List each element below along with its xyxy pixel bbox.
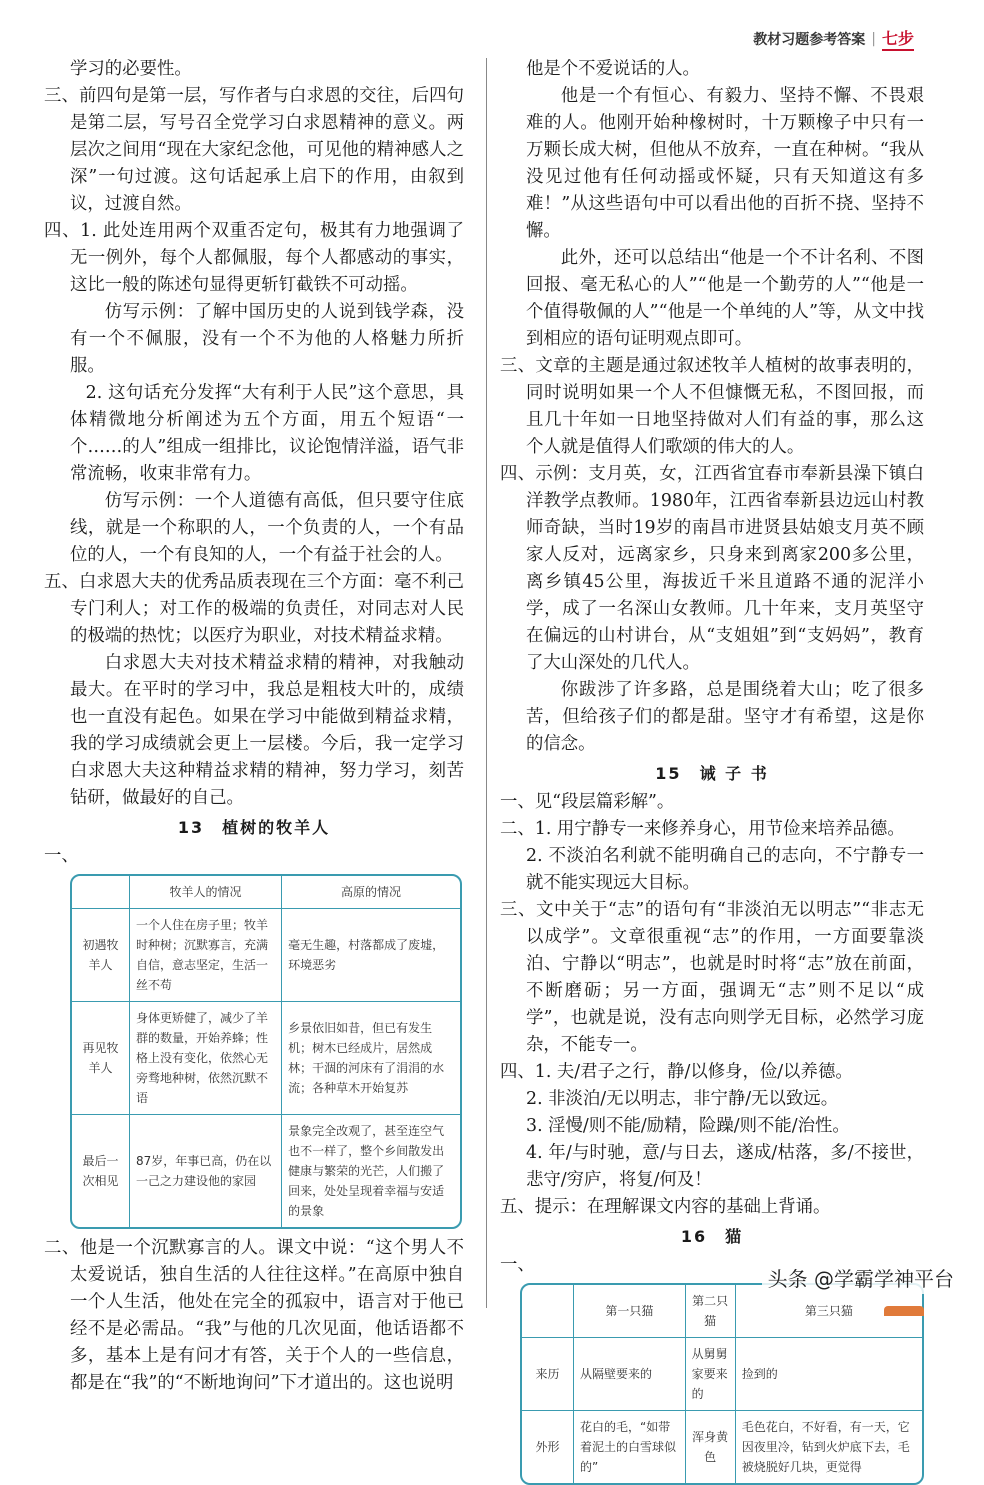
table-row: [72, 1115, 460, 1227]
table-cell: 景象完全改观了，甚至连空气也不一样了，整个乡间散发出健康与繁荣的光芒，人们搬了回来，处处呈现着幸福与安适的景象: [288, 1124, 445, 1218]
table-header-cell: 牧羊人的情况: [130, 876, 282, 909]
section-title: 16 猫: [680, 1227, 744, 1246]
watermark: 头条 @学霸学神平台: [762, 1261, 960, 1294]
header-title: 教材习题参考答案: [753, 31, 866, 48]
column-divider: [486, 58, 487, 1308]
table-header-row: [72, 876, 460, 909]
table-row: [72, 909, 460, 1002]
row-label: 再见牧羊人: [72, 1002, 130, 1115]
row-label: 来历: [522, 1338, 574, 1411]
paragraph: 2. 不淡泊名利就不能明确自己的志向，不宁静专一就不能实现远大目标。: [526, 846, 924, 893]
paragraph: 你跋涉了许多路，总是围绕着大山；吃了很多苦，但给孩子们的都是甜。坚守才有希望，这是你的信念。: [526, 680, 924, 754]
paragraph: 2. 这句话充分发挥“大有利于人民”这个意思，具体精微地分析阐述为五个方面，用五个短语“一个……的人”组成一组排比，议论饱情洋溢，语气非常流畅，收束非常有力。: [70, 383, 464, 484]
paragraph: 五、提示：在理解课文内容的基础上背诵。: [500, 1197, 831, 1217]
section-title: 13 植树的牧羊人: [177, 818, 331, 837]
paragraph: 三、文中关于“志”的语句有“非淡泊无以明志”“非志无以成学”。文章很重视“志”的作用，一方面要靠淡泊、宁静以“明志”，也就是时时将“志”放在前面，不断磨砺；另一方面，强调无“志”则不足以“成学”，也就是说，没有志向则学无目标，必然学习庞杂，不能专一。: [500, 900, 924, 1055]
paragraph: 四、示例：支月英，女，江西省宜春市奉新县澡下镇白洋教学点教师。1980年，江西省奉新县边远山村教师奇缺，当时19岁的南昌市进贤县姑娘支月英不顾家人反对，远离家乡，只身来到离家200多公里，离乡镇45公里，海拔近千米且道路不通的泥洋小学，成了一名深山女教师。几十年来，支月英坚守在偏远的山村讲台，从“支姐姐”到“支妈妈”，教育了大山深处的几代人。: [500, 464, 924, 673]
table-cell: 毛色花白，不好看，有一天，它因夜里冷，钻到火炉底下去，毛被烧脱好几块，更觉得: [741, 1420, 910, 1474]
table-cell: 乡景依旧如昔，但已有发生机；树木已经成片，居然成林；干涸的河床有了涓涓的水流；各种草木开始复苏: [282, 1002, 460, 1115]
table-cell: 浑身黄色: [686, 1411, 736, 1483]
table-cell: 毫无生趣，村落都成了废墟，环境恶劣: [282, 909, 460, 1002]
brand-logo: 七步: [882, 26, 914, 51]
paragraph: 白求恩大夫对技术精益求精的精神，对我触动最大。在平时的学习中，我总是粗枝大叶的，成绩也一直没有起色。如果在学习中能做到精益求精，我的学习成绩就会更上一层楼。今后，我一定学习白求恩大夫这种精益求精的精神，努力学习，刻苦钻研，做最好的自己。: [70, 653, 464, 808]
answer-table: [520, 1283, 924, 1485]
paragraph: 学习的必要性。: [70, 59, 192, 79]
page-tab: [884, 1306, 924, 1316]
paragraph: 四、1. 夫/君子之行，静/以修身，俭/以养德。: [500, 1062, 853, 1082]
table-row: [72, 1002, 460, 1115]
header-separator: |: [871, 30, 876, 47]
row-label: 最后一次相见: [72, 1115, 130, 1227]
table-cell: 从舅舅家要来的: [686, 1338, 736, 1411]
paragraph: 一、见“段层篇彩解”。: [500, 792, 675, 812]
paragraph: 五、白求恩大夫的优秀品质表现在三个方面：毫不利己专门利人；对工作的极端的负责任，对同志对人民的极端的热忱；以医疗为职业，对技术精益求精。: [44, 572, 464, 646]
table-header-cell: [72, 876, 130, 909]
table-header-cell: 第三只猫: [736, 1285, 922, 1338]
table-cell: 花白的毛，“如带着泥土的白雪球似的”: [574, 1411, 686, 1483]
question-label: 一、: [44, 846, 79, 866]
row-label: 初遇牧羊人: [72, 909, 130, 1002]
paragraph: 4. 年/与时驰，意/与日去，遂成/枯落，多/不接世，悲守/穷庐，将复/何及！: [526, 1143, 924, 1190]
paragraph: 仿写示例：了解中国历史的人说到钱学森，没有一个不佩服，没有一个不为他的人格魅力所折服。: [70, 302, 464, 376]
paragraph: 仿写示例：一个人道德有高低，但只要守住底线，就是一个称职的人，一个负责的人，一个有品位的人，一个有良知的人，一个有益于社会的人。: [70, 491, 464, 565]
table-header-cell: 第二只猫: [686, 1285, 736, 1338]
table-header-cell: [522, 1285, 574, 1338]
paragraph: 二、他是一个沉默寡言的人。课文中说：“这个男人不太爱说话，独自生活的人往往这样。”在高原中独自一个人生活，他处在完全的孤寂中，语言对于他已经不是必需品。“我”与他的几次见面，他话语都不多，基本上是有问才有答，关于个人的一些信息，都是在“我”的“不断地询问”下才道出的。这也说明: [44, 1238, 464, 1393]
paragraph: 三、文章的主题是通过叙述牧羊人植树的故事表明的，同时说明如果一个人不但慷慨无私，不图回报，而且几十年如一日地坚持做对人们有益的事，那么这个人就是值得人们歌颂的伟大的人。: [500, 356, 924, 457]
table-header-cell: 高原的情况: [282, 876, 460, 909]
answer-table: [70, 874, 462, 1229]
page-header: [753, 26, 914, 51]
table-cell: 一个人住在房子里；牧羊时种树；沉默寡言，充满自信，意志坚定，生活一丝不苟: [130, 909, 282, 1002]
table-cell: 捡到的: [736, 1338, 922, 1411]
table-header-cell: 第一只猫: [574, 1285, 686, 1338]
question-label: 一、: [500, 1255, 535, 1275]
table-cell: 87岁，年事已高，仍在以一己之力建设他的家园: [130, 1115, 282, 1227]
table-cell: 从隔壁要来的: [574, 1338, 686, 1411]
paragraph: 四、1. 此处连用两个双重否定句，极其有力地强调了无一例外，每个人都佩服，每个人都感动的事实，这比一般的陈述句显得更斩钉截铁不可动摇。: [44, 221, 464, 295]
paragraph: 3. 淫慢/则不能/励精，险躁/则不能/治性。: [526, 1116, 850, 1136]
paragraph: 三、前四句是第一层，写作者与白求恩的交往，后四句是第二层，写号召全党学习白求恩精神的意义。两层次之间用“现在大家纪念他，可见他的精神感人之深”一句过渡。这句话起承上启下的作用，由叙到议，过渡自然。: [44, 86, 464, 214]
paragraph: 他是个不爱说话的人。: [526, 59, 700, 79]
paragraph: 二、1. 用宁静专一来修养身心，用节俭来培养品德。: [500, 819, 905, 839]
left-column: [44, 56, 464, 1397]
section-title: 15 诫 子 书: [655, 764, 769, 783]
row-label: 外形: [522, 1411, 574, 1483]
table-row: [522, 1338, 922, 1411]
table-cell: 身体更矫健了，减少了羊群的数量，开始养蜂；性格上没有变化，依然心无旁骛地种树，依然沉默不语: [130, 1002, 282, 1115]
paragraph: 此外，还可以总结出“他是一个不计名利、不图回报、毫无私心的人”“他是一个勤劳的人”“他是一个值得敬佩的人”“他是一个单纯的人”等，从文中找到相应的语句证明观点即可。: [526, 248, 924, 349]
paragraph: 他是一个有恒心、有毅力、坚持不懈、不畏艰难的人。他刚开始种橡树时，十万颗橡子中只有一万颗长成大树，但他从不放弃，一直在种树。“我从没见过他有任何动摇或怀疑，只有天知道这有多难！”从这些语句中可以看出他的百折不挠、坚持不懈。: [526, 86, 924, 241]
table-row: [522, 1411, 922, 1483]
paragraph: 2. 非淡泊/无以明志，非宁静/无以致远。: [526, 1089, 839, 1109]
